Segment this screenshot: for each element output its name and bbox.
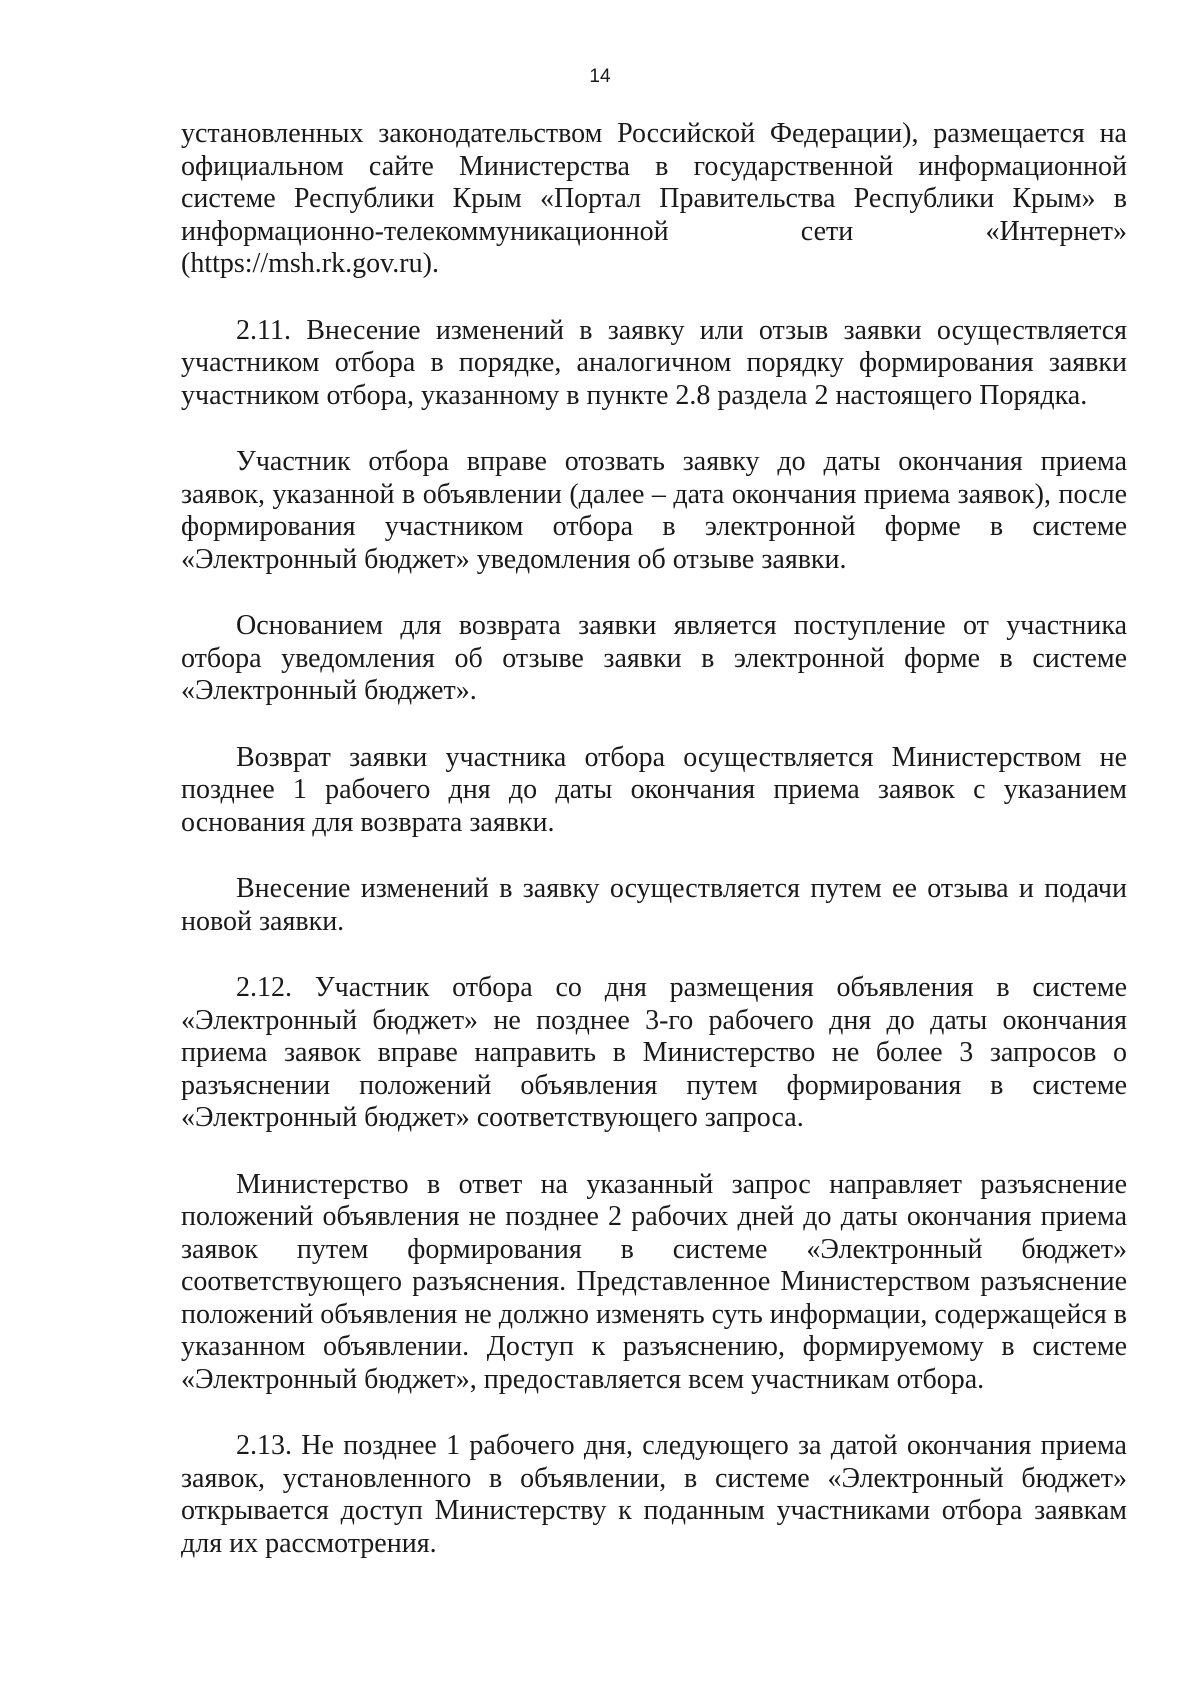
page-number: 14 (589, 66, 611, 87)
paragraph-2-13: 2.13. Не позднее 1 рабочего дня, следующего за датой окончания приема заявок, установленного в объявлении, в системе «Электронный бюджет» открывается доступ Министерству к поданным участниками отбора заявкам для их рассмотрения. (181, 1430, 1127, 1559)
paragraph-continuation: установленных законодательством Российской Федерации), размещается на официальном сайте Министерства в государственной информационной системе Республики Крым «Портал Правительства Республики Крым» в информационно-телекоммуникационной сети «Интернет» (https://msh.rk.gov.ru). (181, 118, 1127, 279)
paragraph-withdraw-right: Участник отбора вправе отозвать заявку до даты окончания приема заявок, указанной в объявлении (далее – дата окончания приема заявок), после формирования участником отбора в электронной форме в системе «Электронный бюджет» уведомления об отзыве заявки. (181, 446, 1127, 575)
paragraph-2-12: 2.12. Участник отбора со дня размещения объявления в системе «Электронный бюджет» не позднее 3-го рабочего дня до даты окончания приема заявок вправе направить в Министерство не более 3 запросов о разъяснении положений объявления путем формирования в системе «Электронный бюджет» соответствующего запроса. (181, 972, 1127, 1133)
paragraph-2-11: 2.11. Внесение изменений в заявку или отзыв заявки осуществляется участником отбора в порядке, аналогичном порядку формирования заявки участником отбора, указанному в пункте 2.8 раздела 2 настоящего Порядка. (181, 314, 1127, 411)
document-body (181, 118, 1127, 1594)
paragraph-return-procedure: Возврат заявки участника отбора осуществляется Министерством не позднее 1 рабочего дня до даты окончания приема заявок с указанием основания для возврата заявки. (181, 741, 1127, 838)
paragraph-changes: Внесение изменений в заявку осуществляется путем ее отзыва и подачи новой заявки. (181, 873, 1127, 937)
paragraph-ministry-response: Министерство в ответ на указанный запрос направляет разъяснение положений объявления не позднее 2 рабочих дней до даты окончания приема заявок путем формирования в системе «Электронный бюджет» соответствующего разъяснения. Представленное Министерством разъяснение положений объявления не должно изменять суть информации, содержащейся в указанном объявлении. Доступ к разъяснению, формируемому в системе «Электронный бюджет», предоставляется всем участникам отбора. (181, 1168, 1127, 1395)
paragraph-return-basis: Основанием для возврата заявки является поступление от участника отбора уведомления об отзыве заявки в электронной форме в системе «Электронный бюджет». (181, 610, 1127, 706)
